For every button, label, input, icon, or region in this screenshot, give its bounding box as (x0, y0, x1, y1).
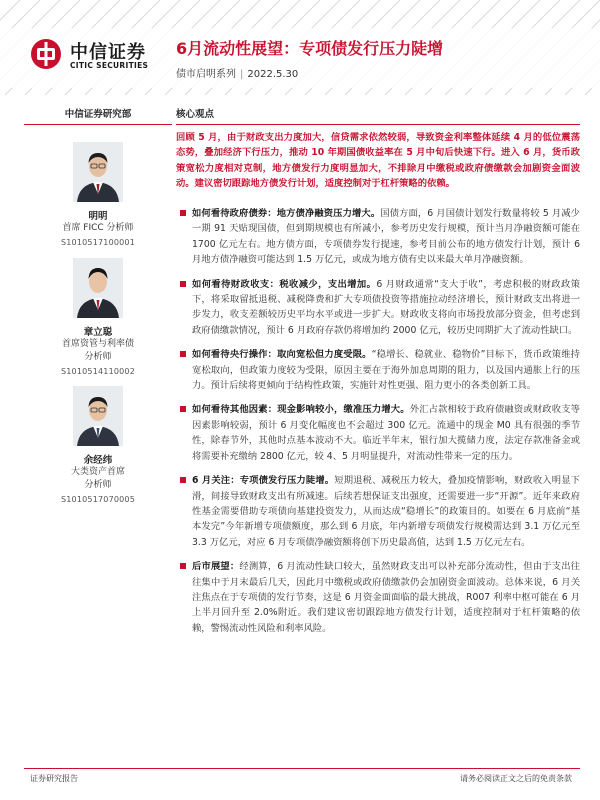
citic-logo (30, 36, 170, 76)
square-bullet-icon (180, 281, 186, 287)
key-point (176, 347, 580, 393)
section-divider (176, 124, 580, 125)
key-point-text: 6 月财政通常“支大于收”，考虑积极的财政政策下，将采取留抵退税、减税降费和扩大专项债投资等措施拉动经济增长，预计财政支出将进一步发力，收支差额较历史平均水平或进一步扩大。财政收支将向市场投放部分资金，但考虑到政府债缴款情况，预计 6 月政府存款仍将增加约 2000 亿元，较历史同期扩大了流动性缺口。 (192, 278, 580, 336)
key-point-text: 外汇占款相较于政府债融资或财政收支等因素影响较弱，预计 6 月变化幅度也不会超过 300 亿元。流通中的现金 M0 具有很强的季节性，除春节外，其他时点基本波动不大。临近半年末，银行加大揽储力度，法定存款准备金或将需要补充缴纳 2800 亿元，较 4、5 月明显提升，对流动性带来一定的压力。 (192, 404, 580, 462)
report-header (0, 0, 600, 95)
analyst-title: 分析师 (84, 352, 112, 362)
section-heading: 核心观点 (176, 109, 215, 120)
square-bullet-icon (180, 477, 186, 483)
summary-paragraph: 回顾 5 月，由于财政支出力度加大，信贷需求依然较弱，导致资金利率整体延续 4 月的低位震荡态势，叠加经济下行压力，推动 10 年期国债收益率在 5 月中旬后快速下行。进入 6 月，货币政策宽松力度相对克制，地方债发行力度明显加大，不排除月中缴税或政府债缴款会加剧资金面波动。建议密切跟踪地方债发行计划，适度控制对于杠杆策略的依赖。 (176, 132, 580, 190)
key-point-text: 国债方面，6 月国债计划发行数量将较 5 月减少一期 91 天贴现国债，但到期规模也有所减小，参考历史发行规模，预计当月净融资额可能在 1700 亿元左右。地方债方面，专项债券发行提速，参考目前公布的地方债发行计划，预计 6 月地方债净融资可能达到 1.5 万亿元，或成为地方债有史以来最大单月净融资额。 (192, 208, 580, 266)
analyst-title: 大类资产首席 (70, 467, 125, 477)
analyst-title: 分析师 (84, 480, 112, 490)
key-point-text: 经测算，6 月流动性缺口较大，虽然财政支出可以补充部分流动性，但由于支出往往集中于月末最后几天，因此月中缴税或政府债缴款仍会加剧资金面波动。总体来说，6 月关注焦点在于专项债的发行节奏，这是 6 月资金面面临的最大挑战，R007 利率中枢可能在 6 月上半月回升至 2.0%附近。我们建议密切跟踪地方债发行计划，适度控制对于杠杆策略的依赖，警惕流动性风险和利率风险。 (192, 561, 580, 634)
square-bullet-icon (180, 563, 186, 569)
report-subtitle: 债市启明系列 | 2022.5.30 (176, 69, 299, 80)
analyst-title: 首席 FICC 分析师 (62, 223, 134, 233)
analyst-card (24, 258, 172, 376)
key-point-lead: 如何看待财政收支：税收减少，支出增加。 (192, 278, 377, 290)
sidebar-divider (24, 124, 172, 125)
key-point-lead: 如何看待其他因素：现金影响较小，缴准压力增大。 (192, 404, 410, 416)
key-point-lead: 如何看待央行操作：取向宽松但力度受限。 (192, 349, 372, 361)
key-point (176, 206, 580, 268)
analyst-photo (73, 386, 123, 446)
analyst-name: 章立聪 (83, 327, 113, 338)
key-point-lead: 6 月关注：专项债发行压力陡增。 (192, 475, 335, 487)
key-point (176, 277, 580, 339)
citic-logo-icon (30, 38, 62, 70)
key-point-lead: 如何看待政府债券：地方债净融资压力增大。 (192, 208, 381, 219)
analyst-sidebar (24, 100, 172, 770)
analyst-card (24, 142, 172, 247)
report-title: 6月流动性展望：专项债发行压力陡增 (176, 39, 444, 58)
analyst-photo (73, 258, 123, 318)
analyst-cert-number: S1010514110002 (60, 367, 136, 376)
report-series: 债市启明系列 (176, 69, 236, 80)
key-point-text: “稳增长、稳就业、稳物价”目标下，货币政策维持宽松取向，但政策力度较为受限，原因主要在于海外加息周期的阻力，以及国内通胀上行的压力。预计后续将更倾向于结构性政策，实施针对性更强、阻力更小的各类创新工具。 (192, 349, 580, 392)
footer-report-type: 证券研究报告 (30, 774, 78, 783)
key-point (176, 473, 580, 550)
sidebar-heading: 中信证券研究部 (64, 109, 132, 120)
footer-disclaimer-note: 请务必阅读正文之后的免责条款 (460, 774, 572, 783)
footer-divider (24, 768, 580, 769)
analyst-cert-number: S1010517070005 (60, 495, 136, 504)
square-bullet-icon (180, 406, 186, 412)
analyst-title: 首席资管与利率债 (61, 339, 134, 349)
key-point-lead: 后市展望： (192, 561, 240, 573)
key-point (176, 559, 580, 636)
key-point-text: 短期退税、减税压力较大，叠加疫情影响，财政收入明显下滑，间接导致财政支出有所减速。后续若想保证支出强度，还需要进一步“开源”。近年来政府性基金需要借助专项债向基建投资发力，从而达成“稳增长”的政策目的。如要在 6 月底前“基本发完”今年新增专项债额度，那么到 6 月底，年内新增专项债发行规模需达到 3.1 万亿元至 3.3 万亿元，对应 6 月专项债净融资额将创下历史最高值，达到 1.5 万亿元左右。 (192, 475, 580, 548)
square-bullet-icon (180, 351, 186, 357)
analyst-name: 余经纬 (83, 455, 113, 466)
key-point (176, 402, 580, 464)
logo-chinese-name: 中信证券 (70, 42, 146, 63)
core-views-section (176, 100, 580, 770)
key-points-list (176, 206, 580, 645)
report-date: 2022.5.30 (247, 69, 299, 80)
logo-english-name: CITIC SECURITIES (70, 61, 149, 70)
square-bullet-icon (180, 210, 186, 216)
analyst-card (24, 386, 172, 504)
analyst-name: 明明 (88, 211, 108, 222)
analyst-cert-number: S1010517100001 (60, 238, 136, 247)
analyst-photo (73, 142, 123, 202)
